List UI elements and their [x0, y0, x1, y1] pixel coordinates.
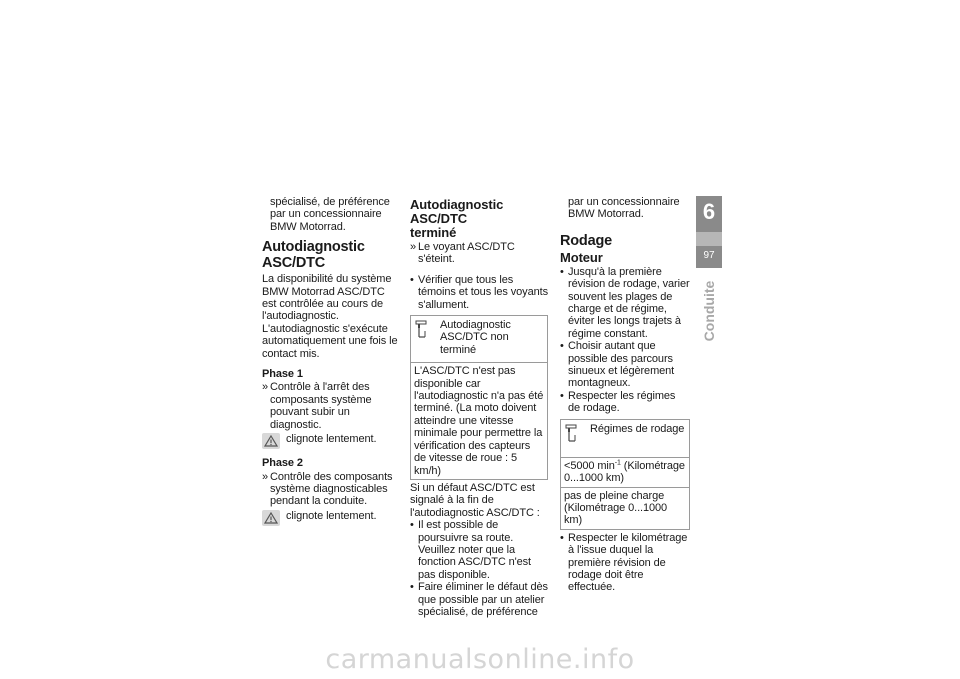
warning-light-icon — [262, 433, 280, 449]
warning-light-icon — [262, 510, 280, 526]
heading-line: terminé — [410, 225, 457, 240]
chapter-label-text: Conduite — [701, 280, 717, 342]
column-1 — [262, 196, 400, 532]
page-number: 97 — [703, 250, 715, 261]
paragraph: Si un défaut ASC/DTC est signalé à la fin de l'autodiagnostic ASC/DTC : — [410, 481, 540, 519]
wrench-tool-icon — [414, 319, 432, 339]
bullet-text: Il est possible de poursuivre sa route. Veuillez noter que la fonction ASC/DTC n'est pas disponible. — [418, 519, 532, 581]
tab-divider — [696, 232, 722, 246]
phase-2-indicator — [262, 509, 400, 526]
info-box-rodage — [560, 419, 690, 530]
bullet-text: Choisir autant que possible des parcours sinueux et légèrement montagneux. — [568, 340, 675, 390]
step-indicator-off — [410, 241, 548, 266]
section-heading-autodiagnostic: Autodiagnostic ASC/DTC — [262, 239, 365, 272]
phase-1-title: Phase 1 — [262, 368, 303, 381]
bullet-continue — [410, 519, 548, 581]
info-box-header — [411, 316, 547, 363]
bullet-text: Vérifier que tous les témoins et tous les voyants s'allument. — [418, 273, 548, 311]
bullet-winding-roads — [560, 340, 690, 390]
info-box-row-rpm — [561, 458, 689, 488]
step-text: Contrôle à l'arrêt des composants système pouvant subir un diagnostic. — [270, 381, 372, 431]
rpm-limit: <5000 min — [564, 459, 615, 472]
bullet-text: Respecter les régimes de rodage. — [568, 389, 676, 415]
step-text: Le voyant ASC/DTC s'éteint. — [418, 241, 515, 266]
info-box-row-load: pas de pleine charge (Kilométrage 0...1000 km) — [564, 489, 668, 527]
phase-1-indicator — [262, 432, 400, 449]
text-line: par un concessionnaire — [568, 196, 680, 208]
bullet-text: Faire éliminer le défaut dès que possible par un atelier spécialisé, de préférence — [418, 581, 548, 618]
info-box-title: Régimes de rodage — [590, 422, 685, 435]
text-line: BMW Motorrad. — [568, 208, 644, 221]
column-3 — [560, 196, 690, 594]
rpm-unit-exponent: -1 — [614, 459, 621, 467]
text-line: spécialisé, de préférence — [270, 196, 390, 208]
heading-line: Autodiagnostic ASC/DTC — [410, 197, 504, 226]
watermark: carmanualsonline.info — [325, 644, 635, 675]
column-2 — [410, 196, 548, 618]
text-line: par un concessionnaire — [270, 208, 382, 221]
bullet-text: Jusqu'à la première révision de rodage, varier souvent les plages de charge et de régime, éviter les longs trajets à régime constant. — [568, 265, 690, 340]
info-box-title: Autodiagnostic ASC/DTC non terminé — [440, 319, 511, 356]
continued-text — [560, 196, 690, 221]
chapter-label — [696, 276, 722, 346]
bullet-text: Respecter le kilométrage à l'issue duquel la première révision de rodage doit être effectuée. — [568, 531, 688, 594]
bullet-repair — [410, 581, 548, 618]
rpm-mileage: (Kilométrage 0...1000 km) — [564, 459, 685, 485]
chapter-tab — [696, 196, 722, 268]
step-text: Contrôle des composants système diagnosticables pendant la conduite. — [270, 470, 393, 508]
bullet-respect-rpm — [560, 390, 690, 415]
chapter-number: 6 — [702, 199, 716, 224]
section-heading-rodage: Rodage — [560, 232, 612, 249]
bullet-first-service — [560, 532, 690, 594]
text-line: BMW Motorrad. — [270, 220, 346, 233]
info-box-header — [561, 420, 689, 458]
info-box-body: L'ASC/DTC n'est pas disponible car l'autodiagnostic n'a pas été terminé. (La moto doivent atteindre une vitesse minimale pour permettre la vérification des capteurs de vitesse de roue : 5 km/h) — [414, 365, 544, 477]
subheading-moteur: Moteur — [560, 249, 603, 265]
section-heading-autodiagnostic-done — [410, 198, 548, 240]
phase-2-step — [262, 471, 400, 508]
paragraph: La disponibilité du système BMW Motorrad ASC/DTC est contrôlée au cours de l'autodiagnostic. L'autodiagnostic s'exécute automatiquement une fois le contact mis. — [262, 273, 398, 360]
bullet-vary-load — [560, 266, 690, 340]
bullet-check-lights — [410, 274, 548, 311]
wrench-tool-icon — [564, 423, 582, 443]
indicator-text: clignote lentement. — [286, 509, 377, 522]
phase-2-title: Phase 2 — [262, 457, 303, 470]
indicator-text: clignote lentement. — [286, 433, 377, 446]
phase-1-step — [262, 381, 400, 431]
info-box-not-finished — [410, 315, 548, 480]
continued-text — [262, 196, 400, 233]
